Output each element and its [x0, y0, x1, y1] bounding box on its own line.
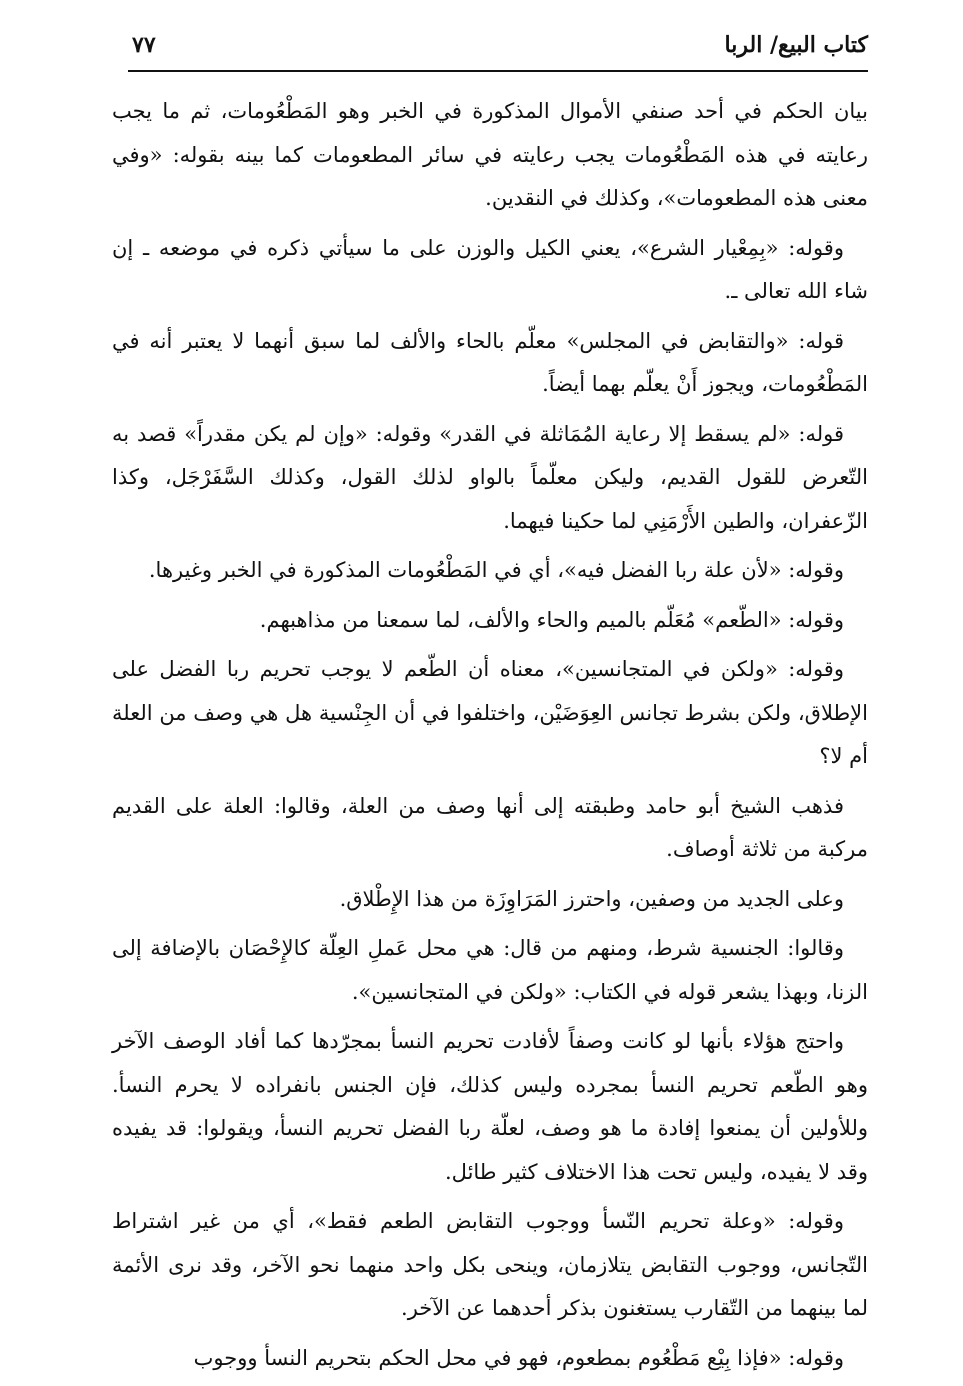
- page-header: [128, 26, 868, 72]
- paragraph-10: وقالوا: الجنسية شرط، ومنهم من قال: هي محل عَملِ العِلّة كالإِحْصَان بالإضافة إلى الزنا، وبهذا يشعر قوله في الكتاب: «ولكن في المتجانسين».: [112, 936, 868, 1004]
- paragraph-9: وعلى الجديد من وصفين، واحترز المَرَاوِزَة من هذا الإِطْلاق.: [339, 886, 844, 911]
- paragraph-4: قوله: «لم يسقط إلا رعاية المُمَاثلة في القدر» وقوله: «وإن لم يكن مقدراً» قصد به التّعرض للقول القديم، وليكن معلّماً بالواو لذلك القول، وكذلك السَّفَرْجَل، وكذا الزّعفران، والطين الأَرْمَنِي لما حكينا فيهما.: [112, 421, 868, 533]
- page-number: ٧٧: [132, 32, 156, 58]
- paragraph-13: وقوله: «فإذا بِيْع مَطْعُوم بمطعوم، فهو في محل الحكم بتحريم النسأ ووجوب: [193, 1345, 844, 1370]
- paragraph-5: وقوله: «لأن علة ربا الفضل فيه»، أي في المَطْعُومات المذكورة في الخبر وغيرها.: [148, 558, 844, 582]
- paragraph-8: فذهب الشيخ أبو حامد وطبقته إلى أنها وصف من العلة، وقالوا: العلة على القديم مركبة من ثلاثة أوصاف.: [112, 793, 868, 861]
- paragraph-1: بيان الحكم في أحد صنفي الأموال المذكورة في الخبر وهو المَطْعُومات، ثم ما يجب رعايته في هذه المَطْعُومات يجب رعايته في سائر المطعومات كما بينه بقوله: «وفي معنى هذه المطعومات»، وكذلك في النقدين.: [112, 99, 868, 210]
- paragraph-11: واحتج هؤلاء بأنها لو كانت وصفاً لأفادت تحريم النسأ بمجرّدها كما أفاد الوصف الآخر وهو الطّعم تحريم النسأ بمجرده وليس كذلك، فإن الجنس بانفراده لا يحرم النسأ. وللأولين أن يمنعوا إفادة ما هو وصف، لعلّة ربا الفضل تحريم النسأ، ويقولوا: قد يفيده وقد لا يفيده، وليس تحت هذا الاختلاف كثير طائل.: [112, 1029, 868, 1184]
- paragraph-12: وقوله: «وعلة تحريم النّسأ ووجوب التقابض الطعم فقط»، أي من غير اشتراط التّجانس، ووجوب التقابض يتلازمان، وينحى بكل واحد منهما نحو الآخر، وقد نرى الأئمة لما بينهما من التّقارب يستغنون بذكر أحدهما عن الآخر.: [112, 1209, 868, 1320]
- paragraph-2: وقوله: «بِمِعْيار الشرع»، يعني الكيل والوزن على ما سيأتي ذكره في موضعه ـ إن شاء الله تعالى ـ.: [112, 235, 868, 303]
- running-title: كتاب البيع/ الربا: [724, 32, 868, 58]
- paragraph-3: قوله: «والتقابض في المجلس» معلّم بالحاء والألف لما سبق أنهما لا يعتبر أنه في المَطْعُومات، ويجوز أَنْ يعلّم بهما أيضاً.: [112, 328, 868, 396]
- page-body: [112, 90, 868, 1386]
- paragraph-6: وقوله: «الطّعم» مُعَلّم بالميم والحاء والألف، لما سمعنا من مذاهبهم.: [259, 607, 844, 632]
- paragraph-7: وقوله: «ولكن في المتجانسين»، معناه أن الطّعم لا يوجب تحريم ربا الفضل على الإطلاق، ولكن بشرط تجانس العِوَضَيْن، واختلفوا في أن الجِنْسية هل هي وصف من العلة أم لا؟: [112, 657, 868, 768]
